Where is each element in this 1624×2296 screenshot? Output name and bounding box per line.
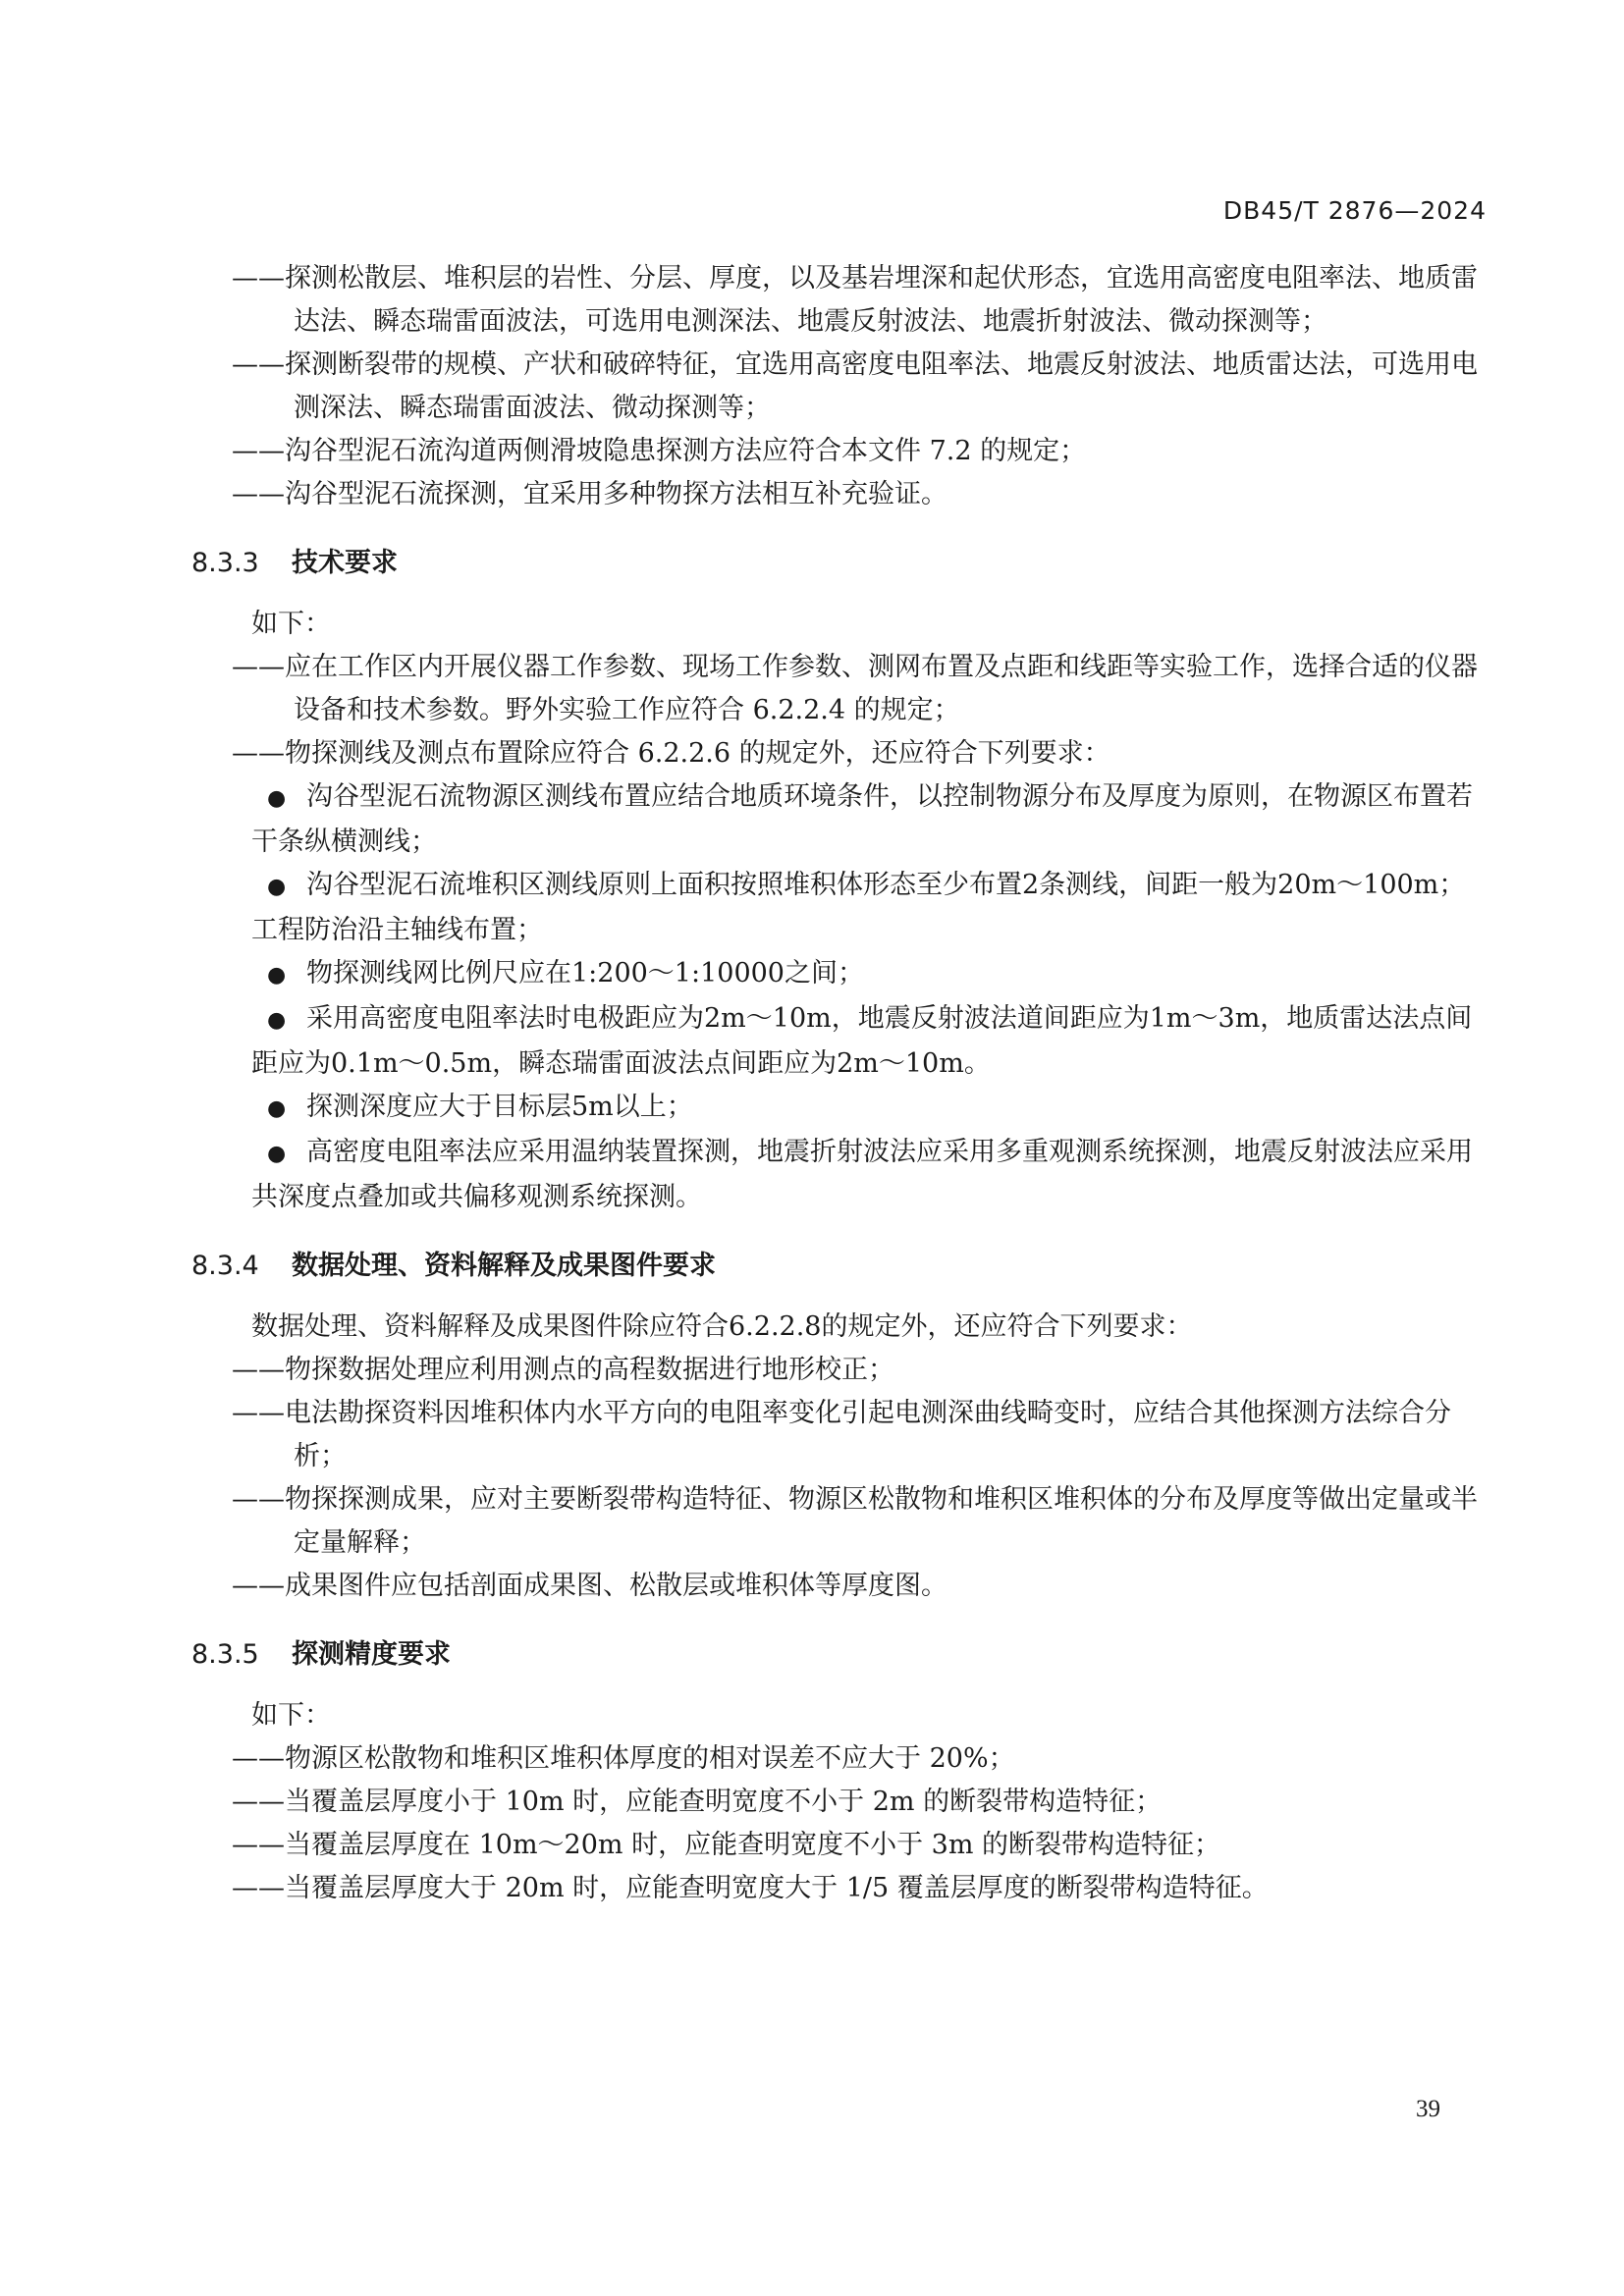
document-body [191,257,1488,1910]
bullet-dot-icon: ● [267,963,287,988]
section-8-3-4 [191,1245,1488,1608]
list-item: ——物源区松散物和堆积区堆积体厚度的相对误差不应大于 20%； [232,1743,1015,1774]
bullet-text: 物探测线网比例尺应在1:200～1:10000之间； [306,958,864,988]
section-title: 探测精度要求 [292,1639,451,1670]
bullet-text: 高密度电阻率法应采用温纳装置探测，地震折射波法应采用多重观测系统探测，地震反射波法应采用共深度点叠加或共偏移观测系统探测。 [251,1137,1473,1212]
bullet-dot-icon: ● [267,786,287,811]
list-item: ——当覆盖层厚度小于 10m 时，应能查明宽度不小于 2m 的断裂带构造特征； [232,1787,1163,1817]
bullet-dot-icon: ● [267,1008,287,1033]
bullet-dot-icon: ● [267,1096,287,1121]
section-number: 8.3.4 [191,1251,259,1281]
section-lead: 数据处理、资料解释及成果图件除应符合6.2.2.8的规定外，还应符合下列要求： [251,1311,1193,1342]
list-item: ——物探探测成果，应对主要断裂带构造特征、物源区松散物和堆积区堆积体的分布及厚度等做出定量或半定量解释； [232,1484,1478,1558]
section-8-3-3 [191,542,1488,1219]
list-item: ——物探测线及测点布置除应符合 6.2.2.6 的规定外，还应符合下列要求： [232,738,1110,769]
bullet-text: 采用高密度电阻率法时电极距应为2m～10m，地震反射波法道间距应为1m～3m，地质雷达法点间距应为0.1m～0.5m，瞬态瑞雷面波法点间距应为2m～10m。 [251,1003,1473,1079]
bullet-item [251,952,1488,997]
list-item: ——物探数据处理应利用测点的高程数据进行地形校正； [232,1355,894,1385]
bullet-dot-icon: ● [267,1142,287,1166]
page-number: 39 [1416,2096,1440,2122]
bullet-item [251,1086,1488,1131]
section-number: 8.3.3 [191,548,259,578]
list-item: ——沟谷型泥石流沟道两侧滑坡隐患探测方法应符合本文件 7.2 的规定； [232,436,1087,466]
list-item: ——探测断裂带的规模、产状和破碎特征，宜选用高密度电阻率法、地震反射波法、地质雷达法，可选用电测深法、瞬态瑞雷面波法、微动探测等； [232,349,1478,423]
section-lead: 如下： [251,1700,331,1731]
bullet-text: 沟谷型泥石流堆积区测线原则上面积按照堆积体形态至少布置2条测线，间距一般为20m～100m；工程防治沿主轴线布置； [251,870,1466,945]
section-title: 技术要求 [292,548,398,578]
list-item: ——探测松散层、堆积层的岩性、分层、厚度，以及基岩埋深和起伏形态，宜选用高密度电阻率法、地质雷达法、瞬态瑞雷面波法，可选用电测深法、地震反射波法、地震折射波法、微动探测等； [232,263,1478,337]
document-code: DB45/T 2876—2024 [1222,196,1487,225]
bullet-dot-icon: ● [267,875,287,899]
list-item: ——成果图件应包括剖面成果图、松散层或堆积体等厚度图。 [232,1571,947,1601]
section-heading [191,1633,1488,1677]
section-lead: 如下： [251,609,331,639]
bullet-item [251,864,1488,952]
bullet-item [251,997,1488,1086]
intro-list [191,257,1488,516]
bullet-item [251,1131,1488,1219]
section-heading [191,1245,1488,1288]
bullet-item [251,775,1488,864]
list-item: ——当覆盖层厚度大于 20m 时，应能查明宽度大于 1/5 覆盖层厚度的断裂带构造特征。 [232,1873,1269,1903]
bullet-text: 探测深度应大于目标层5m以上； [306,1092,693,1122]
list-item: ——当覆盖层厚度在 10m～20m 时，应能查明宽度不小于 3m 的断裂带构造特征； [232,1830,1221,1860]
section-title: 数据处理、资料解释及成果图件要求 [292,1251,716,1281]
section-number: 8.3.5 [191,1639,259,1670]
list-item: ——应在工作区内开展仪器工作参数、现场工作参数、测网布置及点距和线距等实验工作，选择合适的仪器设备和技术参数。野外实验工作应符合 6.2.2.4 的规定； [232,652,1478,725]
section-8-3-5 [191,1633,1488,1910]
section-heading [191,542,1488,585]
list-item: ——电法勘探资料因堆积体内水平方向的电阻率变化引起电测深曲线畸变时，应结合其他探测方法综合分析； [232,1398,1451,1471]
list-item: ——沟谷型泥石流探测，宜采用多种物探方法相互补充验证。 [232,479,947,509]
bullet-text: 沟谷型泥石流物源区测线布置应结合地质环境条件，以控制物源分布及厚度为原则，在物源区布置若干条纵横测线； [251,781,1473,857]
